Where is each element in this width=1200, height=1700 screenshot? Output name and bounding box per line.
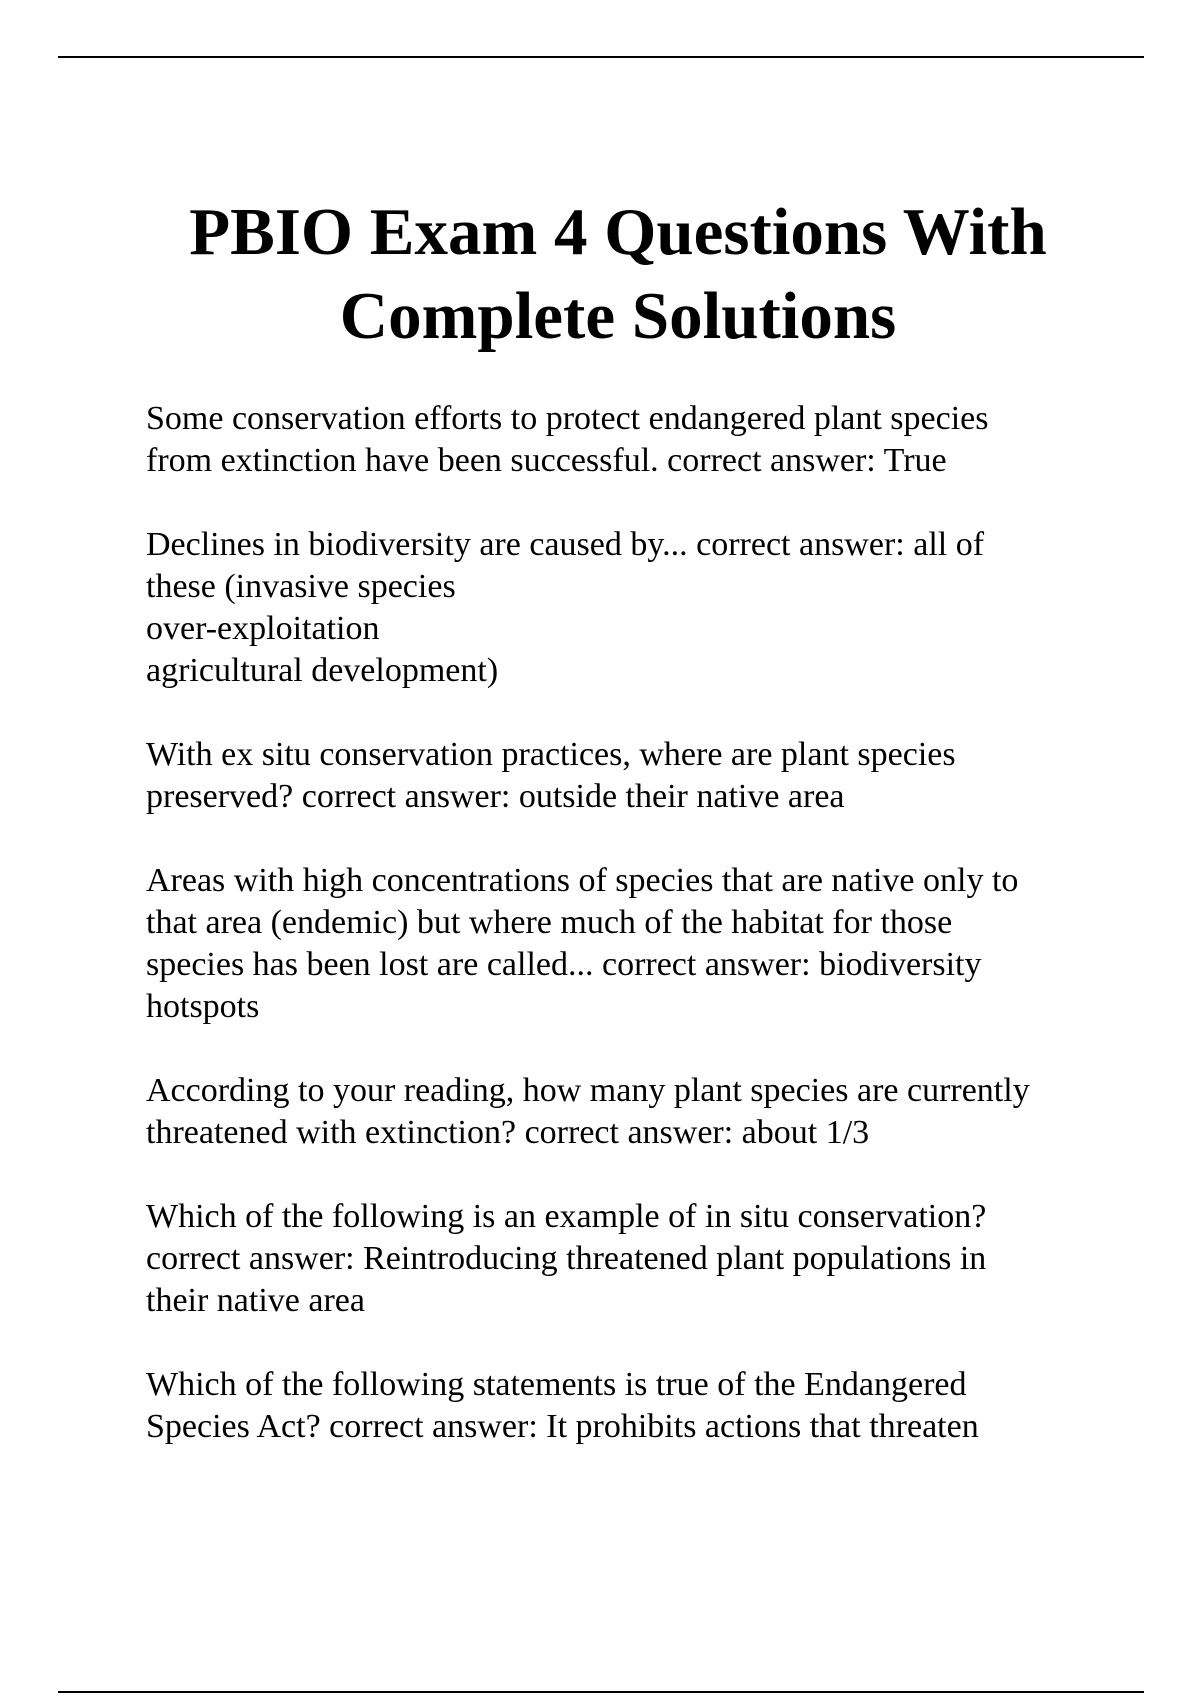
question-line: hotspots [146,988,260,1025]
question-line: According to your reading, how many plant species are currently [146,1072,1030,1109]
question-item [146,398,1116,482]
question-line: Species Act? correct answer: It prohibits actions that threaten [146,1408,979,1445]
question-list [146,398,1116,1490]
question-line: their native area [146,1282,365,1319]
question-line: Which of the following is an example of in situ conservation? [146,1198,987,1235]
question-line: agricultural development) [146,652,499,689]
top-divider [58,56,1144,58]
question-item [146,1070,1116,1154]
question-item [146,860,1116,1028]
page-title [120,190,1116,358]
title-line: Complete Solutions [339,279,897,353]
question-item [146,1196,1116,1322]
question-item [146,1364,1116,1448]
question-item [146,524,1116,692]
question-line: preserved? correct answer: outside their native area [146,778,845,815]
question-line: these (invasive species [146,568,456,605]
bottom-divider [58,1691,1144,1693]
question-line: threatened with extinction? correct answer: about 1/3 [146,1114,870,1151]
question-line: Some conservation efforts to protect endangered plant species [146,400,989,437]
question-line: species has been lost are called... correct answer: biodiversity [146,946,982,983]
question-item [146,734,1116,818]
question-line: that area (endemic) but where much of the habitat for those [146,904,953,941]
question-line: Areas with high concentrations of species that are native only to [146,862,1019,899]
question-line: from extinction have been successful. correct answer: True [146,442,947,479]
question-line: Declines in biodiversity are caused by... correct answer: all of [146,526,985,563]
question-line: With ex situ conservation practices, where are plant species [146,736,956,773]
question-line: over-exploitation [146,610,380,647]
title-line: PBIO Exam 4 Questions With [189,195,1047,269]
question-line: correct answer: Reintroducing threatened plant populations in [146,1240,987,1277]
question-line: Which of the following statements is true of the Endangered [146,1366,967,1403]
